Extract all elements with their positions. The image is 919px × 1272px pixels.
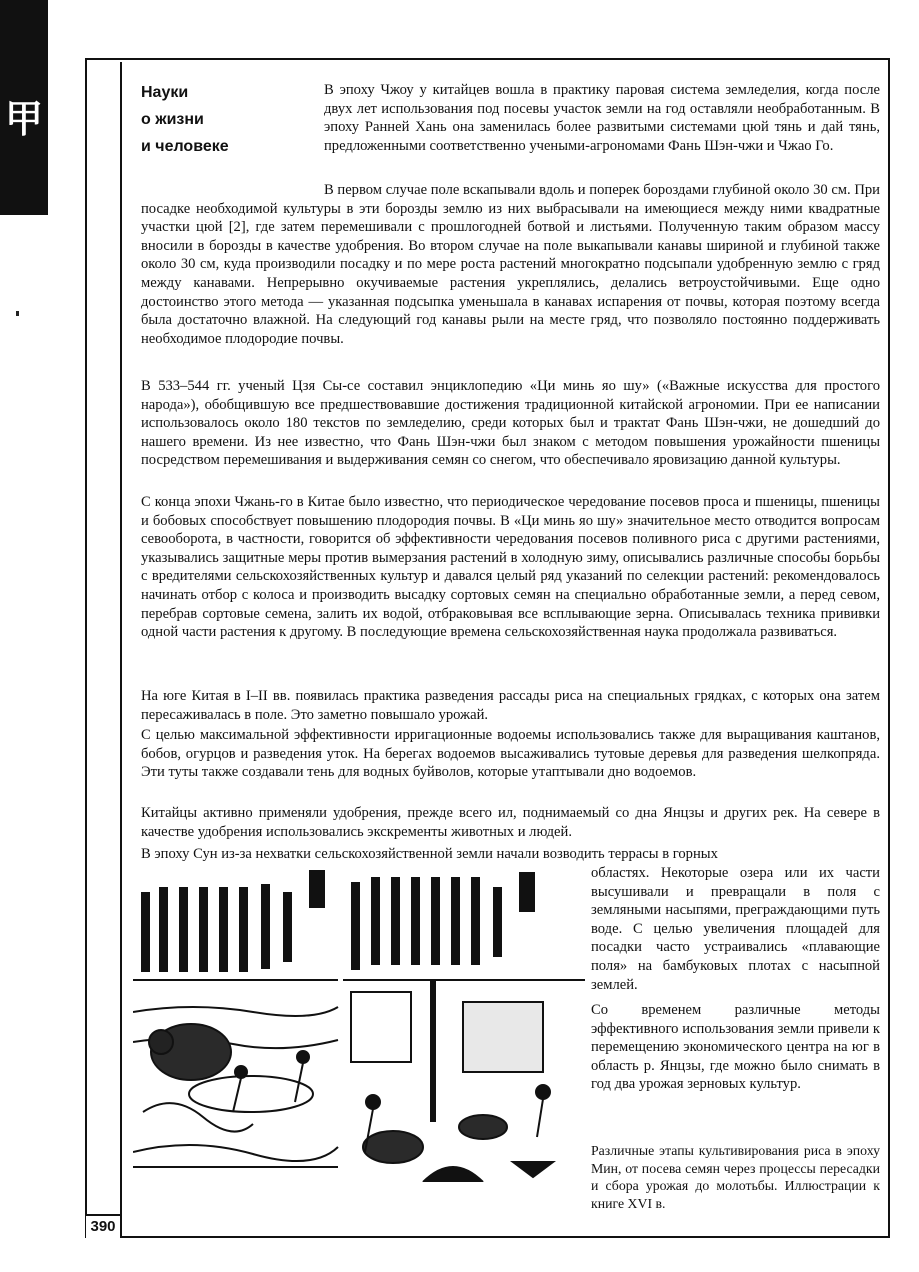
- calligraphy-column: [199, 887, 208, 972]
- threshing-floor: [189, 1076, 313, 1112]
- woodblock-illustration: [133, 862, 585, 1182]
- margin-dot: [16, 311, 19, 316]
- calligraphy-column: [371, 877, 380, 965]
- paragraph-farming-systems: В эпоху Чжоу у китайцев вошла в практику паровая система земледелия, когда после двух лет использования под посевы участок земли на год оставляли необработанным. В эпоху Ранней Хань она заменилась более развитыми системами цюй тянь и дай тянь, предложенными соответственно учеными-агрономами Фань Шэн-чжи и Чжао Го.: [324, 82, 880, 154]
- calligraphy-title: [519, 872, 535, 912]
- calligraphy-column: [493, 887, 502, 957]
- paragraph-terraces-start: В эпоху Сун из-за нехватки сельскохозяйственной земли начали возводить террасы в горных: [141, 846, 718, 862]
- calligraphy-column: [141, 892, 150, 972]
- paragraph-rice-seedlings: На юге Китая в I–II вв. появилась практика разведения рассады риса на специальных грядках, с которых она затем пересаживалась в поле. Это заметно повышало урожай.: [141, 688, 880, 723]
- page-number: 390: [86, 1214, 122, 1238]
- paragraph-furrow-methods: В первом случае поле вскапывали вдоль и поперек бороздами глубиной около 30 см. При посадке необходимой культуры в эти борозды землю из них выбрасывали на имеющиеся между ними квадратные участки цюй [2], где затем перемешивали с прошлогодней ботвой и листьями. Полученную таким образом массу вносили в борозды в качестве удобрения. Во втором случае на поле выкапывали канавы шириной и глубиной также около 30 см, куда производили посадку и по мере роста растений многократно подсыпали удобренную землю с гряд между канавами. Непрерывно окучиваемые растения укреплялись, делались ветроустойчивыми. Еще одно достоинство этого метода — указанная подсыпка уменьшала в канавах испарения от почвы, которая поэтому всегда была достаточно влажной. На следующий год канавы рыли на месте гряд, что позволяло постоянно поддерживать необходимое плодородие почвы.: [141, 182, 880, 347]
- calligraphy-column: [261, 884, 270, 969]
- paragraph-irrigation-ponds: С целью максимальной эффективности ирригационные водоемы использовались также для выращивания каштанов, бобов, огурцов и разведения уток. На берегах водоемов высаживались тутовые деревья для разведения шелкопряда. Эти туты также создавали тень для водных буйволов, которые утаптывали дно водоемов.: [141, 727, 880, 781]
- paragraph-economic-center: Со временем различные методы эффективного использования земли привели к перемещению экономического центра на юг в область р. Янцзы, где можно было снимать в год два урожая зерновых культур.: [591, 1002, 880, 1093]
- calligraphy-column: [391, 877, 400, 965]
- calligraphy-column: [411, 877, 420, 965]
- right-panel-calligraphy: [351, 872, 535, 970]
- calligraphy-column: [351, 882, 360, 970]
- section-heading-line-2: о жизни: [141, 111, 204, 128]
- paragraph-crop-rotation: С конца эпохи Чжань-го в Китае было известно, что периодическое чередование посевов проса и пшеницы, пшеницы и бобовых способствует повышению плодородия почвы. В «Ци минь яо шу» значительное место отводится вопросам севооборота, в частности, говорится об эффективности чередования посевов поливного риса с другими растениями, указывались защитные меры против вымерзания растений в холодную зиму, описывались различные способы борьбы с вредителями сельскохозяйственных культур и давался целый ряд указаний по селекции растений: рекомендовалось начинать отбор с колоса и производить высадку сортовых семян на специально обработанные земли, а перед севом, перебрав сортовые семена, залить их водой, отбраковывая все всплывающие зерна. Описывалась техника прививки одной части растения к другому. В последующие времена сельскохозяйственная наука продолжала развиваться.: [141, 494, 880, 641]
- calligraphy-column: [159, 887, 168, 972]
- calligraphy-column: [283, 892, 292, 962]
- calligraphy-column: [219, 887, 228, 972]
- grain-basket: [363, 1131, 423, 1163]
- calligraphy-column: [431, 877, 440, 965]
- paragraph-terraces-cont: областях. Некоторые озера или их части высушивали и превращали в поля с земляными насыпями, преграждающими путь воде. С целью увеличения площадей для посадки часто устраивались «плавающие поля» на бамбуковых плотах с насыпной землей.: [591, 865, 880, 993]
- calligraphy-column: [451, 877, 460, 965]
- section-heading-line-3: и человеке: [141, 138, 229, 155]
- section-heading: [141, 80, 311, 160]
- illustration-caption: Различные этапы культивирования риса в эпоху Мин, от посева семян через процессы пересадки и сбора урожая до молотьбы. Иллюстрации к книге XVI в.: [591, 1143, 880, 1211]
- frame-inner-rule: [120, 62, 122, 1238]
- chapter-glyph: 甲: [4, 97, 43, 141]
- husking-scene: [343, 980, 585, 1182]
- margin-mark: [0, 28, 30, 34]
- mortar: [459, 1115, 507, 1139]
- calligraphy-column: [471, 877, 480, 965]
- paragraph-encyclopedia: В 533–544 гг. ученый Цзя Сы-се составил энциклопедию «Ци минь яо шу» («Важные искусства для простого народа»), обобщившую все предшествовавшие достижения традиционной китайской агрономии. При ее написании использовалось около 180 текстов по земледелию, среди которых был и трактат Фань Шэн-чжи, не дошедший до нашего времени. Из нее известно, что Фань Шэн-чжи был знаком с методом повышения урожайности пшеницы посредством перемешивания и выдерживания семян со снегом, что обеспечивало яровизацию данной культуры.: [141, 378, 880, 469]
- calligraphy-column: [239, 887, 248, 972]
- section-heading-line-1: Науки: [141, 84, 189, 101]
- paragraph-fertilizers: Китайцы активно применяли удобрения, прежде всего ил, поднимаемый со дна Янцзы и других рек. На севере в качестве удобрения использовались экскременты животных и людей.: [141, 805, 880, 840]
- left-panel-calligraphy: [141, 870, 325, 972]
- calligraphy-column: [179, 887, 188, 972]
- threshing-scene: [133, 980, 338, 1167]
- calligraphy-title: [309, 870, 325, 908]
